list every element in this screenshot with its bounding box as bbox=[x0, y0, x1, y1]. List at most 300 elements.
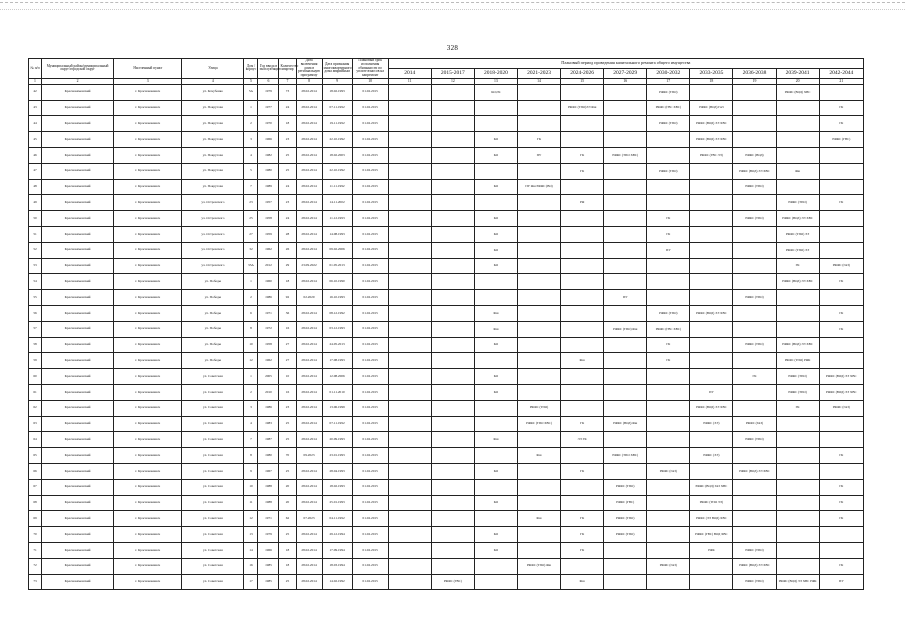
planned-works-cell bbox=[819, 353, 863, 369]
year-built-cell: 1985 bbox=[258, 558, 279, 574]
planned-works-cell: РФФС (ЭЭ) bbox=[690, 416, 733, 432]
flats-cell: 24 bbox=[279, 211, 296, 227]
planned-works-cell bbox=[604, 574, 647, 590]
planned-works-cell: РФФС (ГВС) bbox=[431, 574, 474, 590]
year-built-cell: 1958 bbox=[258, 211, 279, 227]
deadline-cell: 01.02.2015 bbox=[352, 463, 388, 479]
planned-works-cell: РФФС (ТПО) bbox=[733, 211, 776, 227]
year-built-cell: 1966 bbox=[258, 542, 279, 558]
year-column-header: 2027-2029 bbox=[604, 69, 647, 79]
planned-works-cell bbox=[776, 558, 819, 574]
planned-works-cell bbox=[647, 132, 690, 148]
date-inclusion-cell: 28.02.2014 bbox=[296, 416, 322, 432]
planned-works-cell bbox=[647, 369, 690, 385]
planned-works-cell bbox=[431, 227, 474, 243]
table-row bbox=[29, 148, 864, 164]
planned-works-cell: РФФС (ВОД) Фш bbox=[604, 416, 647, 432]
column-number: 5 bbox=[244, 78, 258, 84]
house-cell: 2 bbox=[244, 384, 258, 400]
planned-works-cell bbox=[819, 290, 863, 306]
deadline-cell: 01.02.2015 bbox=[352, 163, 388, 179]
year-built-cell: 2012 bbox=[258, 258, 279, 274]
planned-works-cell bbox=[819, 163, 863, 179]
date-inclusion-cell: 07.2023 bbox=[296, 511, 322, 527]
planned-works-cell bbox=[776, 463, 819, 479]
planned-works-cell bbox=[517, 84, 560, 100]
planned-works-cell: РФФС (ВОД) ЭЭ ХВС bbox=[733, 163, 776, 179]
house-cell: 32 bbox=[244, 242, 258, 258]
planned-works-cell: РФФС (ТПО ХВС) bbox=[604, 448, 647, 464]
planned-works-cell: РФФС (ТПО) bbox=[647, 163, 690, 179]
planned-works-cell: РФФС (ГАЗ) bbox=[819, 400, 863, 416]
settlement-cell: г. Краснокаменск bbox=[114, 195, 182, 211]
planned-works-cell: ПУ bbox=[819, 574, 863, 590]
date-emergency-cell: 11.11.1992 bbox=[322, 179, 352, 195]
year-built-cell: 1980 bbox=[258, 163, 279, 179]
planned-works-cell bbox=[776, 542, 819, 558]
year-built-cell: 1980 bbox=[258, 448, 279, 464]
planned-works-cell: РФФС (ВОД) ГАЗ ХВС bbox=[690, 479, 733, 495]
flats-cell: 25 bbox=[279, 432, 296, 448]
settlement-cell: г. Краснокаменск bbox=[114, 558, 182, 574]
planned-works-cell: ГК bbox=[647, 211, 690, 227]
flats-cell: 10 bbox=[279, 369, 296, 385]
street-cell: ул. Советская bbox=[182, 416, 244, 432]
planned-works-cell bbox=[647, 432, 690, 448]
planned-works-cell: РФФС (ТПО) bbox=[733, 432, 776, 448]
planned-works-cell bbox=[561, 479, 604, 495]
settlement-cell: г. Краснокаменск bbox=[114, 179, 182, 195]
municipality-cell: Краснокаменский bbox=[42, 132, 114, 148]
date-emergency-cell: 25.01.1993 bbox=[322, 495, 352, 511]
planned-works-cell bbox=[517, 116, 560, 132]
deadline-cell: 01.02.2015 bbox=[352, 400, 388, 416]
planned-works-cell bbox=[388, 558, 431, 574]
planned-works-cell: ГК bbox=[819, 448, 863, 464]
planned-works-cell bbox=[517, 432, 560, 448]
house-cell: 4 bbox=[244, 148, 258, 164]
planned-works-cell bbox=[690, 227, 733, 243]
planned-works-cell: ГК bbox=[819, 116, 863, 132]
planned-works-cell bbox=[819, 463, 863, 479]
row-number: 54 bbox=[29, 274, 42, 290]
settlement-cell: г. Краснокаменск bbox=[114, 353, 182, 369]
flats-cell: 18 bbox=[279, 116, 296, 132]
table-header-row bbox=[29, 59, 864, 69]
table-row bbox=[29, 463, 864, 479]
planned-works-cell bbox=[431, 195, 474, 211]
planned-works-cell: ГК bbox=[517, 132, 560, 148]
date-emergency-cell: 09.02.2006 bbox=[322, 242, 352, 258]
planned-works-cell bbox=[776, 321, 819, 337]
date-inclusion-cell: 28.02.2014 bbox=[296, 384, 322, 400]
row-number: 66 bbox=[29, 463, 42, 479]
table-row bbox=[29, 511, 864, 527]
municipality-cell: Краснокаменский bbox=[42, 258, 114, 274]
row-number: 69 bbox=[29, 511, 42, 527]
planned-works-cell: ЭЭ ГК bbox=[561, 432, 604, 448]
planned-works-cell: КО bbox=[474, 369, 517, 385]
planned-works-cell bbox=[604, 242, 647, 258]
planned-works-cell bbox=[517, 258, 560, 274]
municipality-cell: Краснокаменский bbox=[42, 511, 114, 527]
municipality-cell: Краснокаменский bbox=[42, 148, 114, 164]
street-cell: ул. Островского bbox=[182, 242, 244, 258]
date-emergency-cell: 12.08.2006 bbox=[322, 369, 352, 385]
planned-works-cell bbox=[776, 527, 819, 543]
municipality-cell: Краснокаменский bbox=[42, 400, 114, 416]
planned-works-cell bbox=[776, 290, 819, 306]
date-emergency-cell: 14.11.2002 bbox=[322, 195, 352, 211]
settlement-cell: г. Краснокаменск bbox=[114, 416, 182, 432]
year-column-header: 2018-2020 bbox=[474, 69, 517, 79]
flats-cell: 27 bbox=[279, 353, 296, 369]
date-inclusion-cell: 28.02.2014 bbox=[296, 463, 322, 479]
settlement-cell: г. Краснокаменск bbox=[114, 258, 182, 274]
planned-works-cell bbox=[431, 179, 474, 195]
planned-works-cell: КО bbox=[474, 258, 517, 274]
planned-works-cell: РФФС (ВОД) ЭЭ ХВС РФК bbox=[776, 574, 819, 590]
planned-works-cell bbox=[388, 448, 431, 464]
planned-works-cell: РФФС (ТПО ХВС) bbox=[517, 416, 560, 432]
planned-works-cell: РФФС (ТПО) bbox=[733, 179, 776, 195]
row-number: 63 bbox=[29, 416, 42, 432]
planned-works-cell bbox=[776, 432, 819, 448]
planned-works-cell bbox=[819, 542, 863, 558]
municipality-cell: Краснокаменский bbox=[42, 448, 114, 464]
deadline-cell: 01.02.2015 bbox=[352, 337, 388, 353]
date-emergency-cell: 17.08.1993 bbox=[322, 353, 352, 369]
table-row bbox=[29, 179, 864, 195]
deadline-cell: 01.02.2015 bbox=[352, 100, 388, 116]
planned-works-cell bbox=[733, 384, 776, 400]
planned-works-cell bbox=[474, 274, 517, 290]
flats-cell: 25 bbox=[279, 574, 296, 590]
planned-works-cell: РФФС (ТПО) Фш bbox=[517, 558, 560, 574]
settlement-cell: г. Краснокаменск bbox=[114, 242, 182, 258]
planned-works-cell bbox=[647, 511, 690, 527]
date-emergency-cell: 22.10.1992 bbox=[322, 163, 352, 179]
date-emergency-cell: 29.12.1994 bbox=[322, 527, 352, 543]
planned-works-cell bbox=[388, 463, 431, 479]
municipality-cell: Краснокаменский bbox=[42, 416, 114, 432]
planned-works-cell: ГК bbox=[819, 195, 863, 211]
table-row bbox=[29, 227, 864, 243]
planned-works-cell bbox=[431, 400, 474, 416]
planned-works-cell: РФФС (ТПО) РФК bbox=[776, 353, 819, 369]
row-number: 62 bbox=[29, 400, 42, 416]
flats-cell: 28 bbox=[279, 227, 296, 243]
year-built-cell: 1970 bbox=[258, 116, 279, 132]
planned-works-cell: ГК bbox=[647, 227, 690, 243]
header-municipality: Муниципальный район/муниципальный округ/городской округ bbox=[42, 59, 114, 79]
planned-works-cell bbox=[733, 400, 776, 416]
planned-works-cell bbox=[431, 479, 474, 495]
flats-cell: 23 bbox=[279, 195, 296, 211]
planned-works-cell: РФФС (ТПО) ЭЭ bbox=[776, 227, 819, 243]
planned-works-cell bbox=[690, 369, 733, 385]
year-built-cell: 2010 bbox=[258, 384, 279, 400]
planned-works-cell bbox=[561, 290, 604, 306]
date-emergency-cell: 14.02.1992 bbox=[322, 574, 352, 590]
planned-works-cell bbox=[431, 242, 474, 258]
municipality-cell: Краснокаменский bbox=[42, 211, 114, 227]
deadline-cell: 01.02.2015 bbox=[352, 479, 388, 495]
settlement-cell: г. Краснокаменск bbox=[114, 463, 182, 479]
settlement-cell: г. Краснокаменск bbox=[114, 274, 182, 290]
date-inclusion-cell: 28.02.2014 bbox=[296, 432, 322, 448]
planned-works-cell bbox=[474, 290, 517, 306]
row-number: 43 bbox=[29, 100, 42, 116]
planned-works-cell: РФФС (ЭЭ) bbox=[690, 448, 733, 464]
planned-works-cell: Фш bbox=[474, 305, 517, 321]
planned-works-cell: РФФС (ВОД) ЭЭ ХВС bbox=[690, 305, 733, 321]
planned-works-cell bbox=[431, 163, 474, 179]
planned-works-cell bbox=[604, 542, 647, 558]
row-number: 65 bbox=[29, 448, 42, 464]
page-top-border bbox=[0, 2, 905, 10]
planned-works-cell: РФФС (ТПО) bbox=[733, 574, 776, 590]
planned-works-cell: РФФС (ВОД) ГАЗ bbox=[690, 100, 733, 116]
planned-works-cell bbox=[733, 321, 776, 337]
column-number: 12 bbox=[431, 78, 474, 84]
planned-works-cell: РФФС (ВОД) bbox=[733, 148, 776, 164]
planned-works-cell bbox=[388, 384, 431, 400]
page-number: 328 bbox=[446, 44, 459, 52]
planned-works-cell bbox=[431, 463, 474, 479]
settlement-cell: г. Краснокаменск bbox=[114, 574, 182, 590]
deadline-cell: 01.02.2015 bbox=[352, 227, 388, 243]
street-cell: ул. Островского bbox=[182, 195, 244, 211]
planned-works-cell: РФФС (ТПО) bbox=[776, 195, 819, 211]
header-street: Улица bbox=[182, 59, 244, 79]
planned-works-cell bbox=[733, 353, 776, 369]
deadline-cell: 01.02.2015 bbox=[352, 195, 388, 211]
planned-works-cell bbox=[733, 511, 776, 527]
year-column-header: 2036-2038 bbox=[733, 69, 776, 79]
house-cell: 2 bbox=[244, 116, 258, 132]
flats-cell: 18 bbox=[279, 274, 296, 290]
planned-works-cell bbox=[388, 369, 431, 385]
table-row bbox=[29, 448, 864, 464]
street-cell: ул. Покрутова bbox=[182, 116, 244, 132]
planned-works-cell: КО bbox=[474, 527, 517, 543]
planned-works-cell bbox=[431, 511, 474, 527]
planned-works-cell: РФФС (ВОД) ЭЭ ХВС bbox=[819, 384, 863, 400]
year-column-header: 2039-2041 bbox=[776, 69, 819, 79]
planned-works-cell bbox=[647, 574, 690, 590]
planned-works-cell bbox=[388, 337, 431, 353]
settlement-cell: г. Краснокаменск bbox=[114, 400, 182, 416]
house-cell: 17 bbox=[244, 574, 258, 590]
planned-works-cell bbox=[819, 242, 863, 258]
settlement-cell: г. Краснокаменск bbox=[114, 290, 182, 306]
flats-cell: 18 bbox=[279, 558, 296, 574]
table-row bbox=[29, 321, 864, 337]
planned-works-cell: КО bbox=[474, 227, 517, 243]
planned-works-cell bbox=[733, 195, 776, 211]
deadline-cell: 01.02.2015 bbox=[352, 84, 388, 100]
planned-works-cell bbox=[733, 227, 776, 243]
flats-cell: 25 bbox=[279, 463, 296, 479]
planned-works-cell: ГК bbox=[819, 305, 863, 321]
planned-works-cell bbox=[517, 163, 560, 179]
settlement-cell: г. Краснокаменск bbox=[114, 511, 182, 527]
planned-works-cell bbox=[474, 195, 517, 211]
date-inclusion-cell: 28.02.2014 bbox=[296, 195, 322, 211]
planned-works-cell bbox=[388, 163, 431, 179]
column-number: 4 bbox=[182, 78, 244, 84]
planned-works-cell: РФФС (ТПО) bbox=[517, 400, 560, 416]
settlement-cell: г. Краснокаменск bbox=[114, 84, 182, 100]
planned-works-cell: ГК bbox=[561, 511, 604, 527]
settlement-cell: г. Краснокаменск bbox=[114, 432, 182, 448]
house-cell: 8 bbox=[244, 321, 258, 337]
date-emergency-cell: 23.01.1993 bbox=[322, 448, 352, 464]
date-inclusion-cell: 28.02.2014 bbox=[296, 132, 322, 148]
planned-works-cell bbox=[388, 416, 431, 432]
planned-works-cell bbox=[604, 369, 647, 385]
planned-works-cell bbox=[819, 179, 863, 195]
row-number: 58 bbox=[29, 337, 42, 353]
row-number: 48 bbox=[29, 179, 42, 195]
planned-works-cell: РФФС (ТПО) bbox=[604, 511, 647, 527]
planned-works-cell bbox=[431, 258, 474, 274]
planned-works-cell bbox=[431, 274, 474, 290]
planned-works-cell bbox=[776, 416, 819, 432]
flats-cell: 16 bbox=[279, 384, 296, 400]
year-built-cell: 2005 bbox=[258, 369, 279, 385]
settlement-cell: г. Краснокаменск bbox=[114, 211, 182, 227]
planned-works-cell: КО bbox=[474, 337, 517, 353]
date-emergency-cell: 18.03.1994 bbox=[322, 558, 352, 574]
header-date-inclusion: Дата включения дома в региональную программу bbox=[296, 59, 322, 79]
planned-works-cell: РФФС (ГАЗ) bbox=[647, 463, 690, 479]
column-number: 13 bbox=[474, 78, 517, 84]
year-column-header: 2021-2023 bbox=[517, 69, 560, 79]
planned-works-cell: РФФС (ТПО) ЭЭ bbox=[776, 242, 819, 258]
planned-works-cell bbox=[819, 148, 863, 164]
municipality-cell: Краснокаменский bbox=[42, 195, 114, 211]
planned-works-cell bbox=[561, 242, 604, 258]
house-cell: 1 bbox=[244, 274, 258, 290]
deadline-cell: 01.02.2015 bbox=[352, 290, 388, 306]
planned-works-cell: ГК bbox=[561, 148, 604, 164]
planned-works-cell: ПУ bbox=[517, 148, 560, 164]
column-number: 7 bbox=[279, 78, 296, 84]
column-number: 8 bbox=[296, 78, 322, 84]
date-inclusion-cell: 28.02.2014 bbox=[296, 163, 322, 179]
planned-works-cell: РФФС (ТПО) bbox=[647, 84, 690, 100]
planned-works-cell bbox=[604, 305, 647, 321]
planned-works-cell bbox=[388, 100, 431, 116]
settlement-cell: г. Краснокаменск bbox=[114, 495, 182, 511]
planned-works-cell bbox=[561, 369, 604, 385]
date-inclusion-cell: 28.02.2014 bbox=[296, 369, 322, 385]
planned-works-cell bbox=[819, 527, 863, 543]
planned-works-cell bbox=[431, 495, 474, 511]
planned-works-cell: РФФС (ГВС ХВС) bbox=[647, 321, 690, 337]
planned-works-cell bbox=[517, 100, 560, 116]
planned-works-cell: ГК bbox=[819, 321, 863, 337]
row-number: 52 bbox=[29, 242, 42, 258]
planned-works-cell bbox=[517, 227, 560, 243]
settlement-cell: г. Краснокаменск bbox=[114, 100, 182, 116]
planned-works-cell: РФФС (ТПО) bbox=[647, 305, 690, 321]
date-inclusion-cell: 28.02.2014 bbox=[296, 148, 322, 164]
flats-cell: 26 bbox=[279, 242, 296, 258]
header-date-emergency: Дата признания многоквартирного дома аварийным bbox=[322, 59, 352, 79]
table-row bbox=[29, 258, 864, 274]
planned-works-cell: РФФС (ТПО ЭЭ) bbox=[690, 495, 733, 511]
planned-works-cell: ПУ Фш РФФС (ВО) bbox=[517, 179, 560, 195]
flats-cell: 70 bbox=[279, 448, 296, 464]
flats-cell: 20 bbox=[279, 479, 296, 495]
house-cell: 1 bbox=[244, 100, 258, 116]
planned-works-cell bbox=[690, 195, 733, 211]
date-emergency-cell: 28.04.1993 bbox=[322, 463, 352, 479]
flats-cell: 20 bbox=[279, 495, 296, 511]
date-inclusion-cell: 28.02.2014 bbox=[296, 400, 322, 416]
planned-works-cell bbox=[561, 305, 604, 321]
planned-works-cell: ГК bbox=[647, 353, 690, 369]
planned-works-cell bbox=[733, 274, 776, 290]
column-number: 16 bbox=[604, 78, 647, 84]
planned-works-cell bbox=[776, 511, 819, 527]
planned-works-cell bbox=[647, 416, 690, 432]
planned-works-cell: РФФС (ВОД) ЭЭ ХВС bbox=[776, 211, 819, 227]
street-cell: ул. Победы bbox=[182, 305, 244, 321]
planned-works-cell bbox=[517, 337, 560, 353]
table-body bbox=[29, 84, 864, 590]
planned-works-cell: ПУ bbox=[690, 384, 733, 400]
planned-works-cell bbox=[647, 179, 690, 195]
planned-works-cell bbox=[388, 479, 431, 495]
planned-works-cell: РФ bbox=[561, 195, 604, 211]
flats-cell: 62 bbox=[279, 511, 296, 527]
house-cell: 2 bbox=[244, 290, 258, 306]
date-inclusion-cell: 28.02.2014 bbox=[296, 321, 322, 337]
year-column-header: 2014 bbox=[388, 69, 431, 79]
deadline-cell: 01.02.2015 bbox=[352, 574, 388, 590]
planned-works-cell bbox=[517, 195, 560, 211]
planned-works-cell bbox=[819, 337, 863, 353]
planned-works-cell bbox=[474, 400, 517, 416]
settlement-cell: г. Краснокаменск bbox=[114, 448, 182, 464]
deadline-cell: 01.02.2015 bbox=[352, 511, 388, 527]
planned-works-cell: КО bbox=[474, 132, 517, 148]
row-number: 59 bbox=[29, 353, 42, 369]
municipality-cell: Краснокаменский bbox=[42, 574, 114, 590]
planned-works-cell bbox=[474, 116, 517, 132]
planned-works-cell: ГК bbox=[819, 511, 863, 527]
table-row bbox=[29, 416, 864, 432]
planned-works-cell bbox=[474, 416, 517, 432]
planned-works-cell bbox=[388, 290, 431, 306]
planned-works-cell bbox=[431, 148, 474, 164]
planned-works-cell: РФК bbox=[690, 542, 733, 558]
planned-works-cell bbox=[431, 211, 474, 227]
planned-works-cell bbox=[776, 495, 819, 511]
column-number: 11 bbox=[388, 78, 431, 84]
street-cell: ул. Победы bbox=[182, 353, 244, 369]
house-cell: 9 bbox=[244, 463, 258, 479]
planned-works-cell: Фш bbox=[517, 448, 560, 464]
deadline-cell: 01.02.2015 bbox=[352, 274, 388, 290]
planned-works-cell bbox=[604, 84, 647, 100]
header-settlement: Населенный пункт bbox=[114, 59, 182, 79]
date-inclusion-cell: 28.02.2014 bbox=[296, 227, 322, 243]
